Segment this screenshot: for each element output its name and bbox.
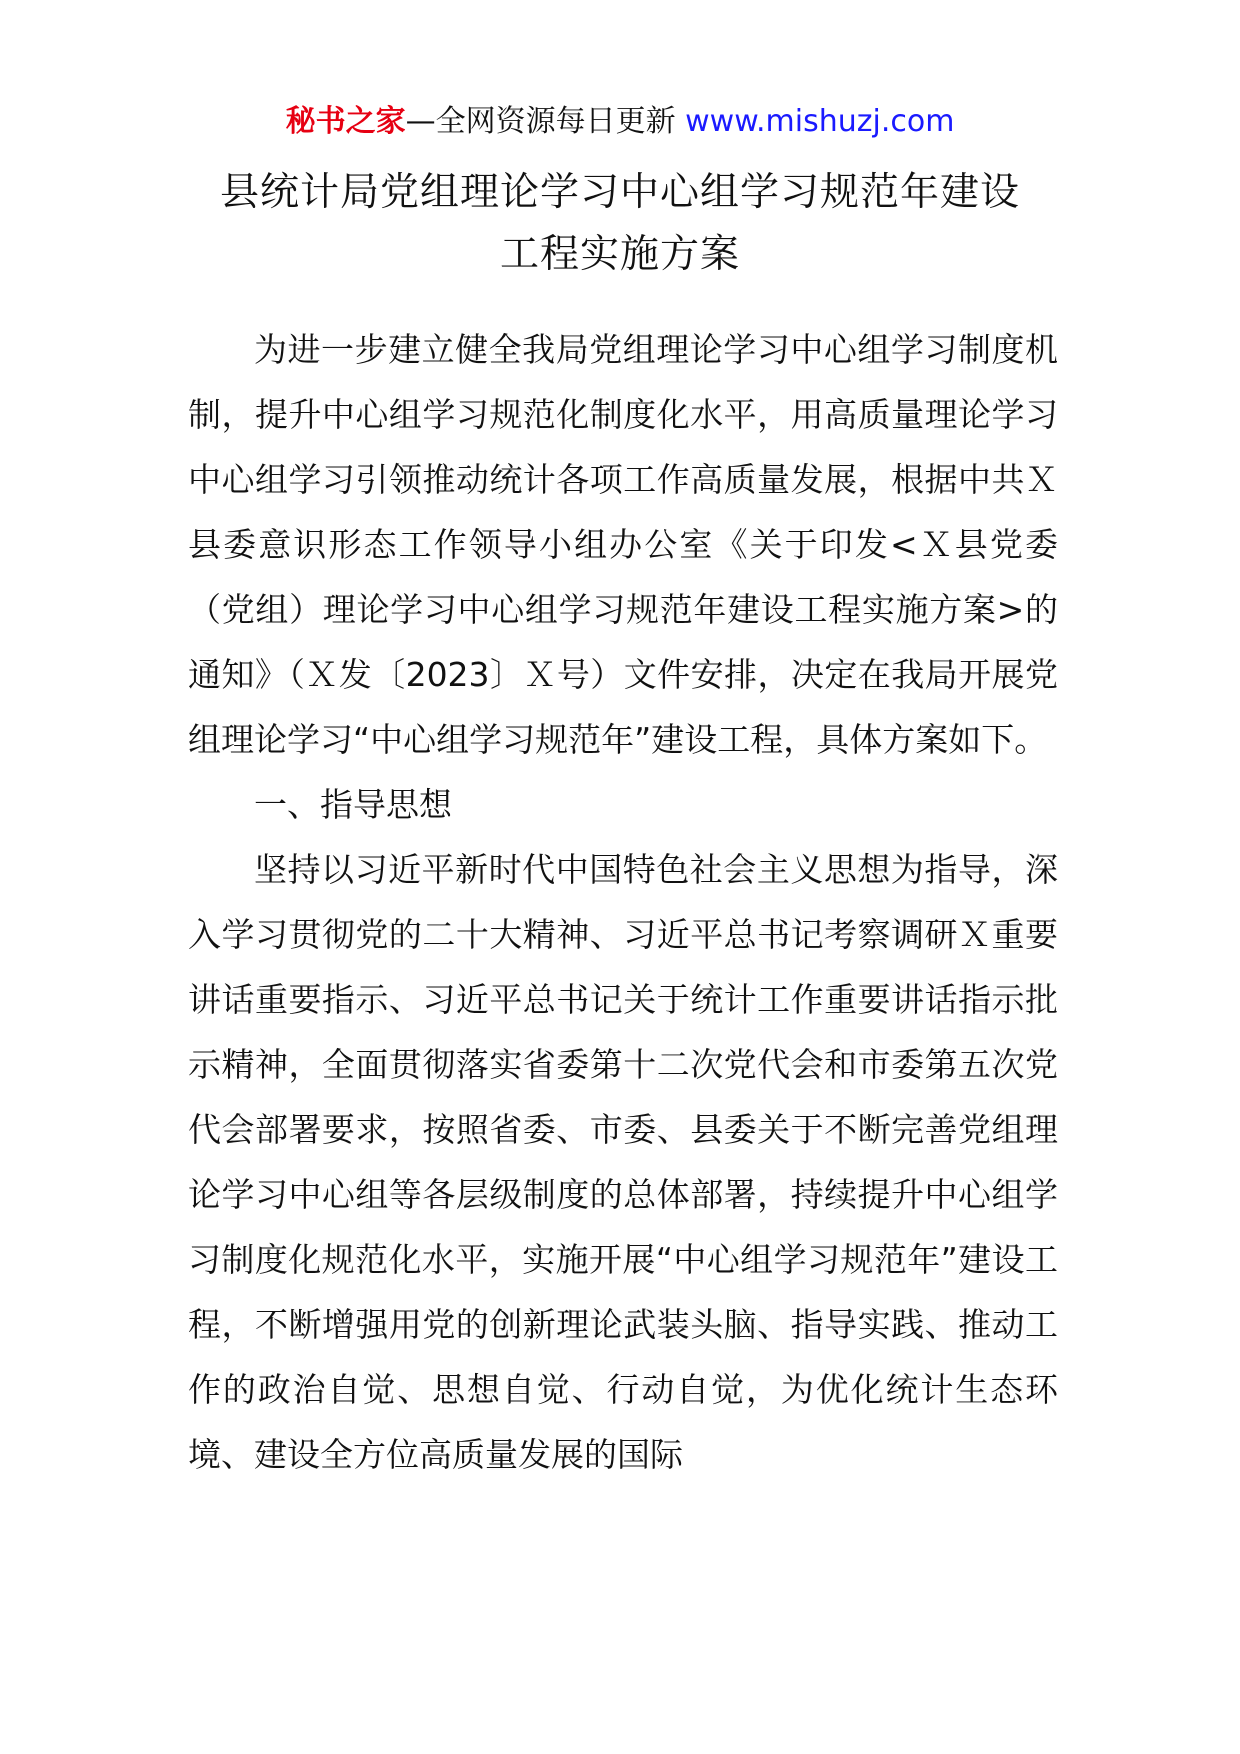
intro-paragraph: 为进一步建立健全我局党组理论学习中心组学习制度机制，提升中心组学习规范化制度化水平，用高质量理论学习中心组学习引领推动统计各项工作高质量发展，根据中共Ｘ县委意识形态工作领导小组办公室《关于印发<Ｘ县党委（党组）理论学习中心组学习规范年建设工程实施方案>的通知》（Ｘ发〔2023〕Ｘ号）文件安排，决定在我局开展党组理论学习“中心组学习规范年”建设工程，具体方案如下。 (188, 330, 1058, 759)
site-brand: 秘书之家 (285, 104, 406, 139)
document-title-line-2: 工程实施方案 (499, 232, 740, 277)
document-body (188, 317, 1058, 1487)
site-tagline: —全网资源每日更新 (405, 104, 686, 139)
document-title (150, 162, 1090, 286)
section-heading-guiding-thought: 一、指导思想 (254, 785, 452, 824)
site-url-link[interactable]: www.mishuzj.com (685, 104, 955, 139)
document-title-line-1: 县统计局党组理论学习中心组学习规范年建设 (219, 170, 1020, 215)
section-paragraph-guiding-thought: 坚持以习近平新时代中国特色社会主义思想为指导，深入学习贯彻党的二十大精神、习近平总书记考察调研Ｘ重要讲话重要指示、习近平总书记关于统计工作重要讲话指示批示精神，全面贯彻落实省委第十二次党代会和市委第五次党代会部署要求，按照省委、市委、县委关于不断完善党组理论学习中心组等各层级制度的总体部署，持续提升中心组学习制度化规范化水平，实施开展“中心组学习规范年”建设工程，不断增强用党的创新理论武装头脑、指导实践、推动工作的政治自觉、思想自觉、行动自觉，为优化统计生态环境、建设全方位高质量发展的国际 (188, 850, 1058, 1474)
site-header (0, 100, 1240, 144)
